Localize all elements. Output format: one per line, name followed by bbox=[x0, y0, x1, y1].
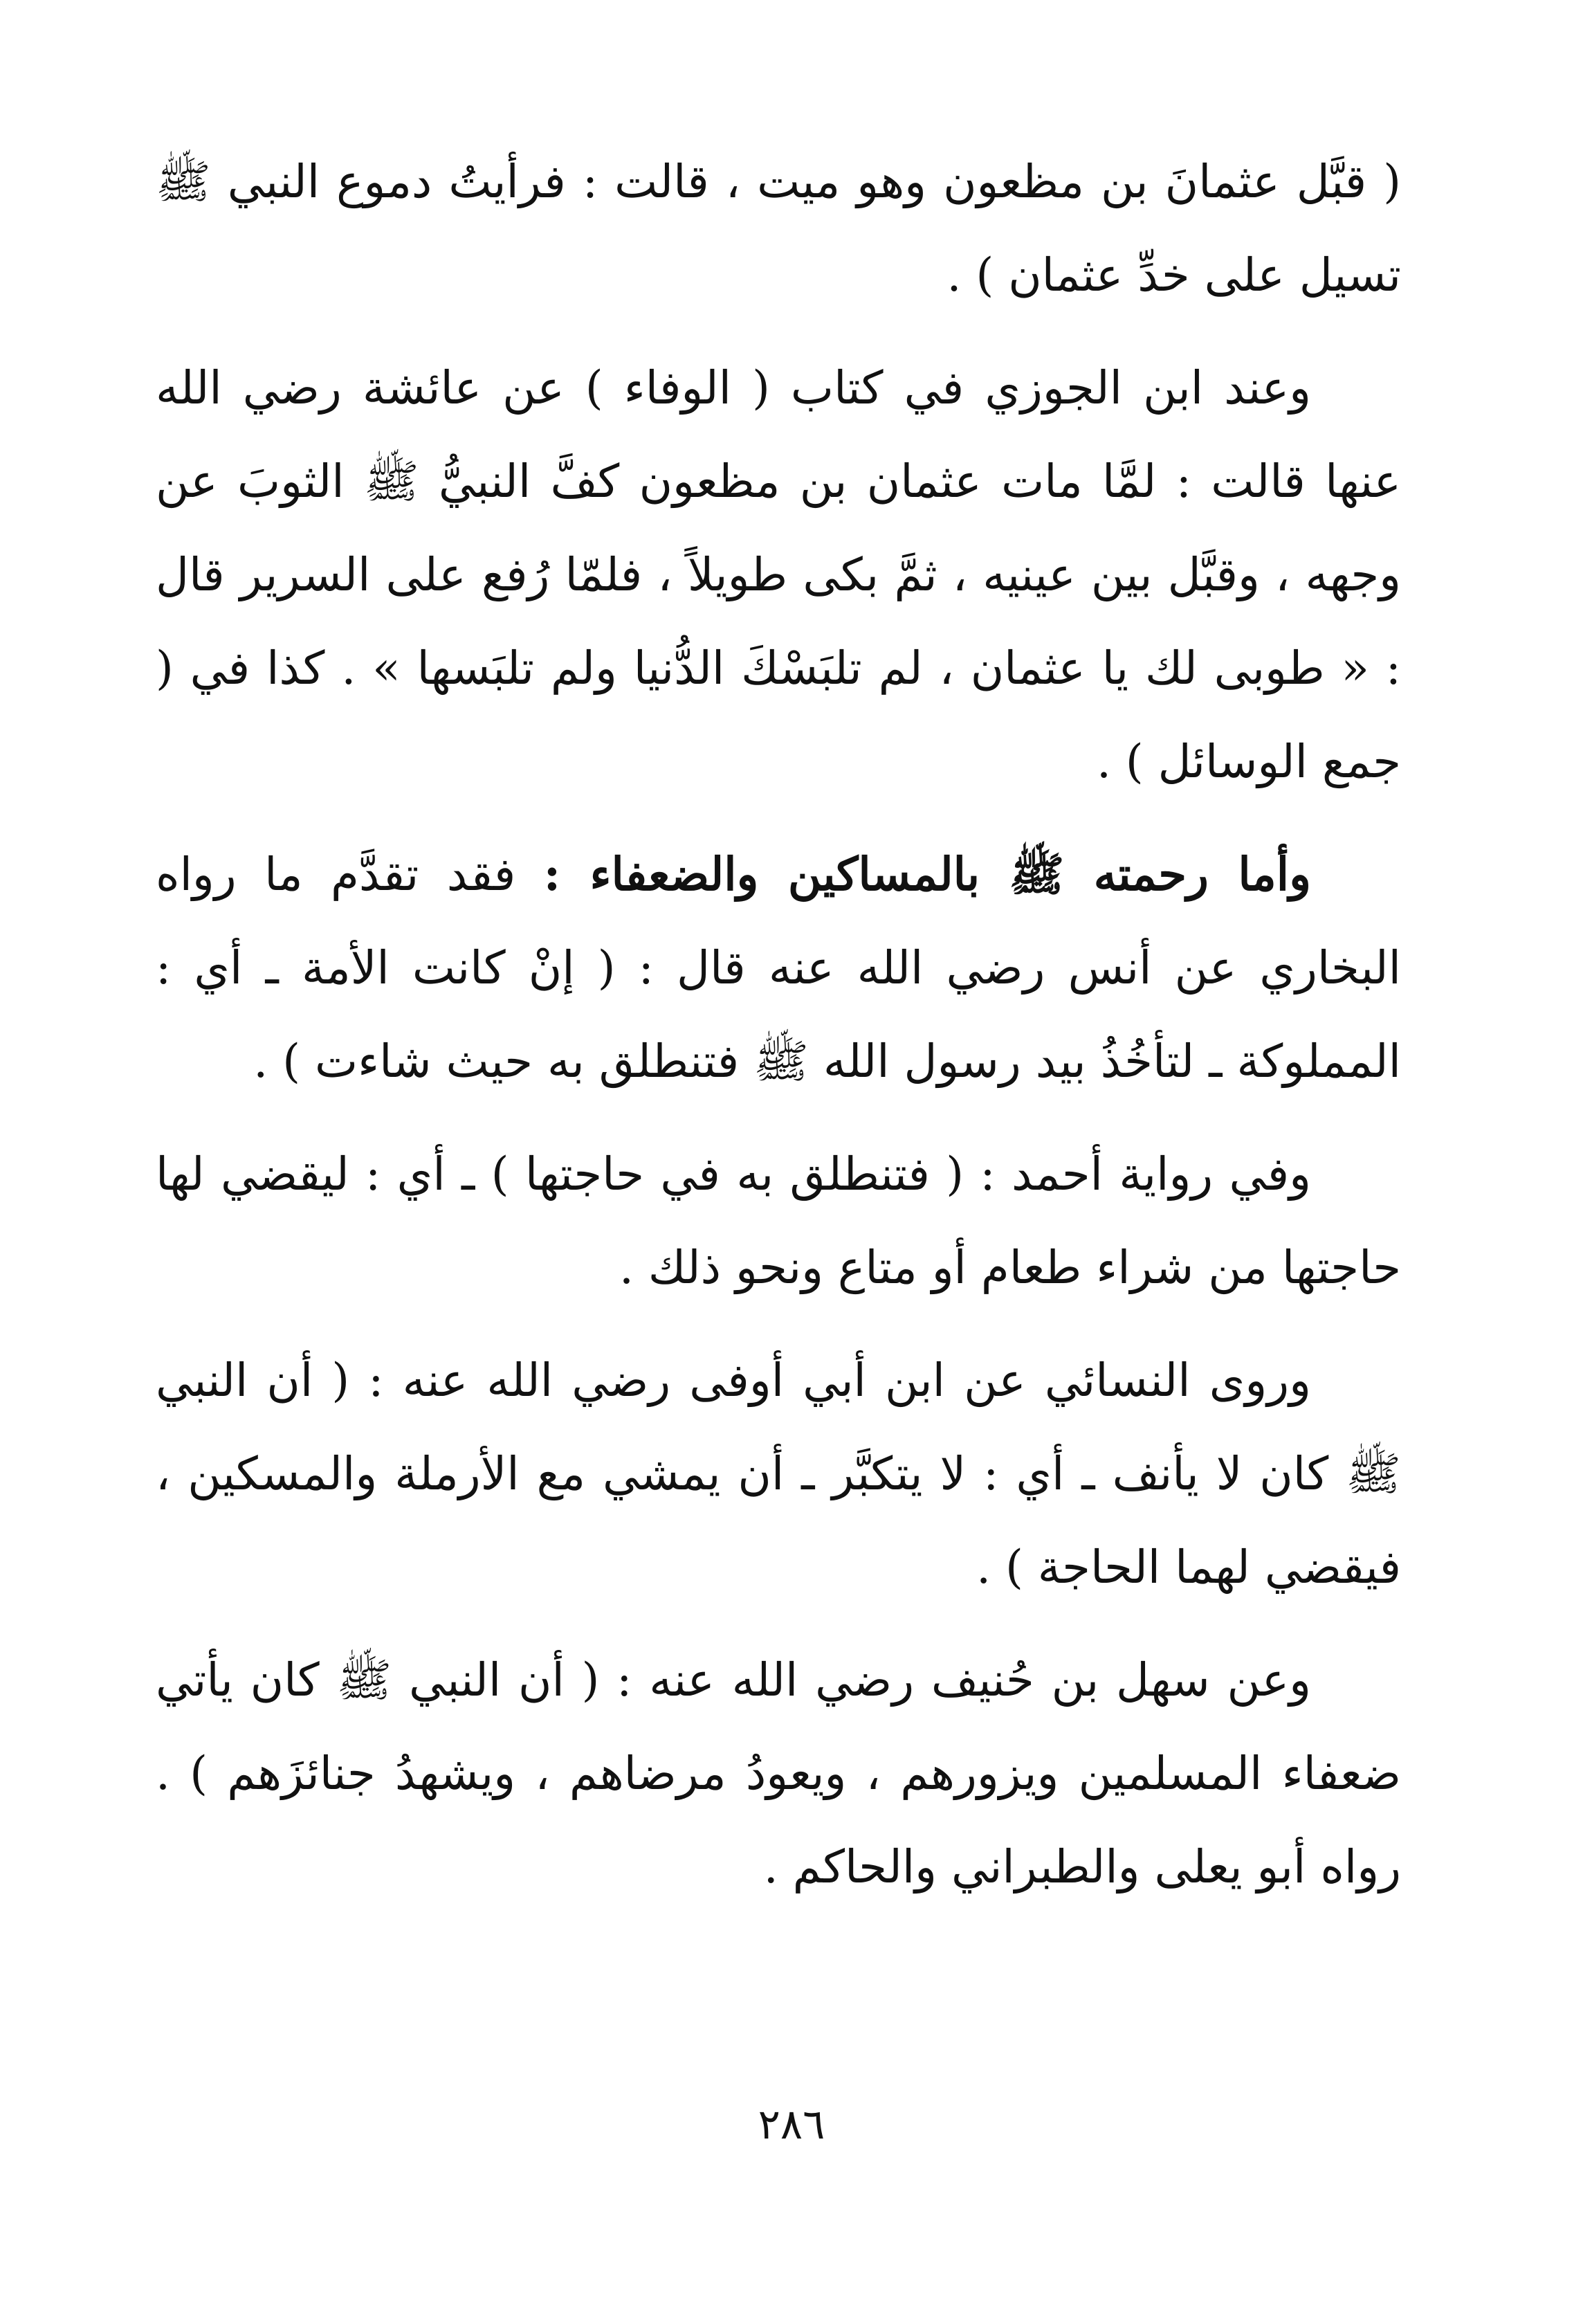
paragraph-3-heading: وأما رحمته ﷺ بالمساكين والضعفاء : bbox=[543, 847, 1311, 901]
paragraph-2: وعند ابن الجوزي في كتاب ( الوفاء ) عن عائشة رضي الله عنها قالت : لمَّا مات عثمان بن مظعون كفَّ النبيُّ ﷺ الثوبَ عن وجهه ، وقبَّل بين عينيه ، ثمَّ بكى طويلاً ، فلمّا رُفع على السرير قال : « طوبى لك يا عثمان ، لم تلبَسْكَ الدُّنيا ولم تلبَسها » . كذا في ( جمع الوسائل ) . bbox=[156, 361, 1401, 788]
paragraph-1: ( قبَّل عثمانَ بن مظعون وهو ميت ، قالت : فرأيتُ دموع النبي ﷺ تسيل على خدِّ عثمان ) . bbox=[156, 155, 1401, 302]
paragraph-3-text: فقد تقدَّم ما رواه البخاري عن أنس رضي الله عنه قال : ( إنْ كانت الأمة ـ أي : المملوكة ـ لتأخُذُ بيد رسول الله ﷺ فتنطلق به حيث شاءت ) . bbox=[156, 848, 1401, 1088]
paragraph-6: وعن سهل بن حُنيف رضي الله عنه : ( أن النبي ﷺ كان يأتي ضعفاء المسلمين ويزورهم ، ويعودُ مرضاهم ، ويشهدُ جنائزَهم ) . رواه أبو يعلى والطبراني والحاكم . bbox=[156, 1653, 1401, 1894]
paragraph-4: وفي رواية أحمد : ( فتنطلق به في حاجتها ) ـ أي : ليقضي لها حاجتها من شراء طعام أو متاع ونحو ذلك . bbox=[156, 1147, 1401, 1294]
page-number: ٢٨٦ bbox=[758, 2100, 825, 2149]
paragraph-3 bbox=[156, 828, 1401, 1108]
body-text bbox=[156, 135, 1401, 1914]
paragraph-5: وروى النسائي عن ابن أبي أوفى رضي الله عنه : ( أن النبي ﷺ كان لا يأنف ـ أي : لا يتكبَّر ـ أن يمشي مع الأرملة والمسكين ، فيقضي لهما الحاجة ) . bbox=[156, 1354, 1401, 1594]
